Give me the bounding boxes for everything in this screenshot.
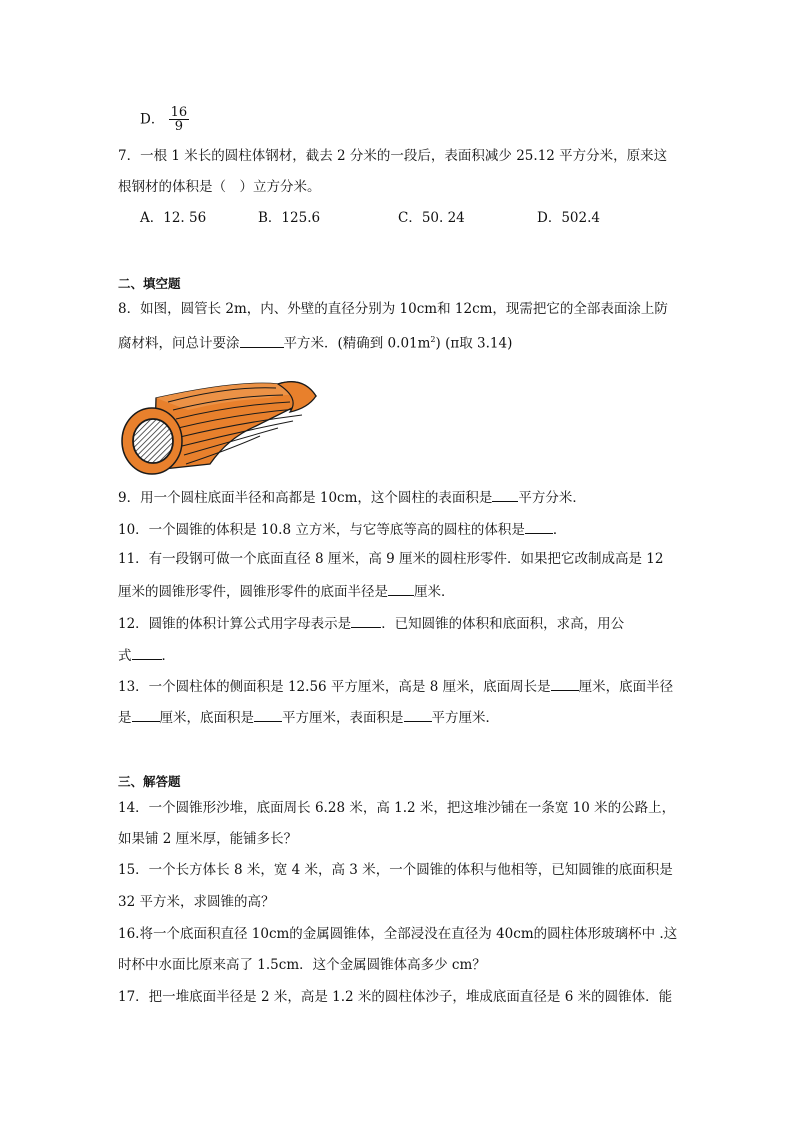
q8-text-c: ) (π取 3.14) [435, 335, 513, 352]
q14-line-2: 如果铺 2 厘米厚，能铺多长？ [118, 831, 298, 847]
q7-line-1: 7．一根 1 米长的圆柱体钢材，截去 2 分米的一段后，表面积减少 25.12 平方分米，原来这 [118, 148, 668, 164]
fraction-numerator: 16 [170, 105, 188, 120]
q11-line-1: 11．有一段钢可做一个底面直径 8 厘米，高 9 厘米的圆柱形零件．如果把它改制成高是 12 [118, 551, 664, 567]
q8-line-2 [118, 331, 512, 353]
q10-text-a: 10．一个圆锥的体积是 10.8 立方米，与它等底等高的圆柱的体积是 [118, 522, 525, 538]
q16-line-1: 16.将一个底面积直径 10cm的金属圆锥体，全部浸没在直径为 40cm的圆柱体形玻璃杯中 .这 [118, 926, 678, 942]
q13-text-c: 是 [118, 710, 132, 726]
q12-text-a: 12．圆锥的体积计算公式用字母表示是 [118, 616, 352, 632]
section-heading-fill-blank: 二、填空题 [118, 276, 181, 291]
answer-blank[interactable] [404, 707, 432, 722]
answer-blank[interactable] [132, 645, 162, 660]
q12-text-c: 式 [118, 648, 132, 664]
q8-line-1: 8．如图，圆管长 2m，内、外壁的直径分别为 10cm和 12cm，现需把它的全部表面涂上防 [118, 301, 668, 317]
q9-text-b: 平方分米． [518, 490, 586, 506]
q13-text-a: 13．一个圆柱体的侧面积是 12.56 平方厘米，高是 8 厘米，底面周长是 [118, 679, 551, 695]
q16-line-2: 时杯中水面比原来高了 1.5cm．这个金属圆锥体高多少 cm？ [118, 957, 486, 973]
pipe-figure [118, 378, 328, 484]
q11-line-2 [118, 581, 455, 601]
answer-blank[interactable] [351, 613, 381, 628]
q13-text-b: 厘米，底面半径 [578, 679, 674, 695]
answer-blank[interactable] [492, 487, 518, 502]
section-heading-solve: 三、解答题 [118, 774, 181, 789]
q13-line-2 [118, 707, 499, 727]
q8-text-a: 腐材料，问总计要涂 [118, 335, 240, 352]
fraction-denominator: 9 [174, 119, 184, 134]
q8-superscript: 2 [430, 335, 436, 344]
fraction [169, 106, 190, 133]
q10-line [118, 519, 566, 539]
answer-blank[interactable] [240, 333, 284, 348]
answer-blank[interactable] [132, 707, 160, 722]
q15-line-2: 32 平方米，求圆锥的高？ [118, 894, 275, 910]
q6-option-d [140, 106, 189, 133]
pipe-inner-hole [133, 419, 173, 463]
q7-line-2: 根钢材的体积是（ ）立方分米。 [118, 179, 321, 195]
q13-text-d: 厘米，底面积是 [159, 710, 254, 726]
answer-blank[interactable] [551, 676, 579, 691]
q12-line-1 [118, 613, 624, 633]
answer-blank[interactable] [525, 519, 553, 534]
q7-option-d: D．502.4 [537, 210, 600, 226]
q8-text-b: 平方米．(精确到 0.01m [283, 335, 431, 352]
q7-option-c: C．50. 24 [398, 210, 465, 226]
q6-option-d-label: D． [140, 111, 165, 128]
q10-text-b: ． [552, 522, 567, 538]
q13-text-f: 平方厘米． [431, 710, 499, 726]
q12-text-d: ． [161, 648, 175, 664]
answer-blank[interactable] [388, 581, 414, 596]
q17-line-1: 17．把一堆底面半径是 2 米，高是 1.2 米的圆柱体沙子，堆成底面直径是 6 米的圆锥体．能 [118, 989, 673, 1005]
q7-option-b: B．125.6 [258, 210, 321, 226]
q9-text-a: 9．用一个圆柱底面半径和高都是 10cm，这个圆柱的表面积是 [118, 490, 493, 506]
q13-line-1 [118, 676, 673, 696]
q11-text-a: 厘米的圆锥形零件，圆锥形零件的底面半径是 [118, 584, 388, 600]
q7-option-a: A．12. 56 [140, 210, 207, 226]
q15-line-1: 15．一个长方体长 8 米，宽 4 米，高 3 米，一个圆锥的体积与他相等，已知圆锥的底面积是 [118, 862, 673, 878]
q12-line-2 [118, 645, 175, 665]
q12-text-b: ．已知圆锥的体积和底面积，求高，用公 [381, 616, 625, 632]
answer-blank[interactable] [254, 707, 282, 722]
q13-text-e: 平方厘米，表面积是 [282, 710, 404, 726]
q14-line-1: 14．一个圆锥形沙堆，底面周长 6.28 米，高 1.2 米，把这堆沙铺在一条宽 10 米的公路上， [118, 800, 676, 816]
q9-line [118, 487, 586, 507]
q11-text-b: 厘米． [414, 584, 455, 600]
